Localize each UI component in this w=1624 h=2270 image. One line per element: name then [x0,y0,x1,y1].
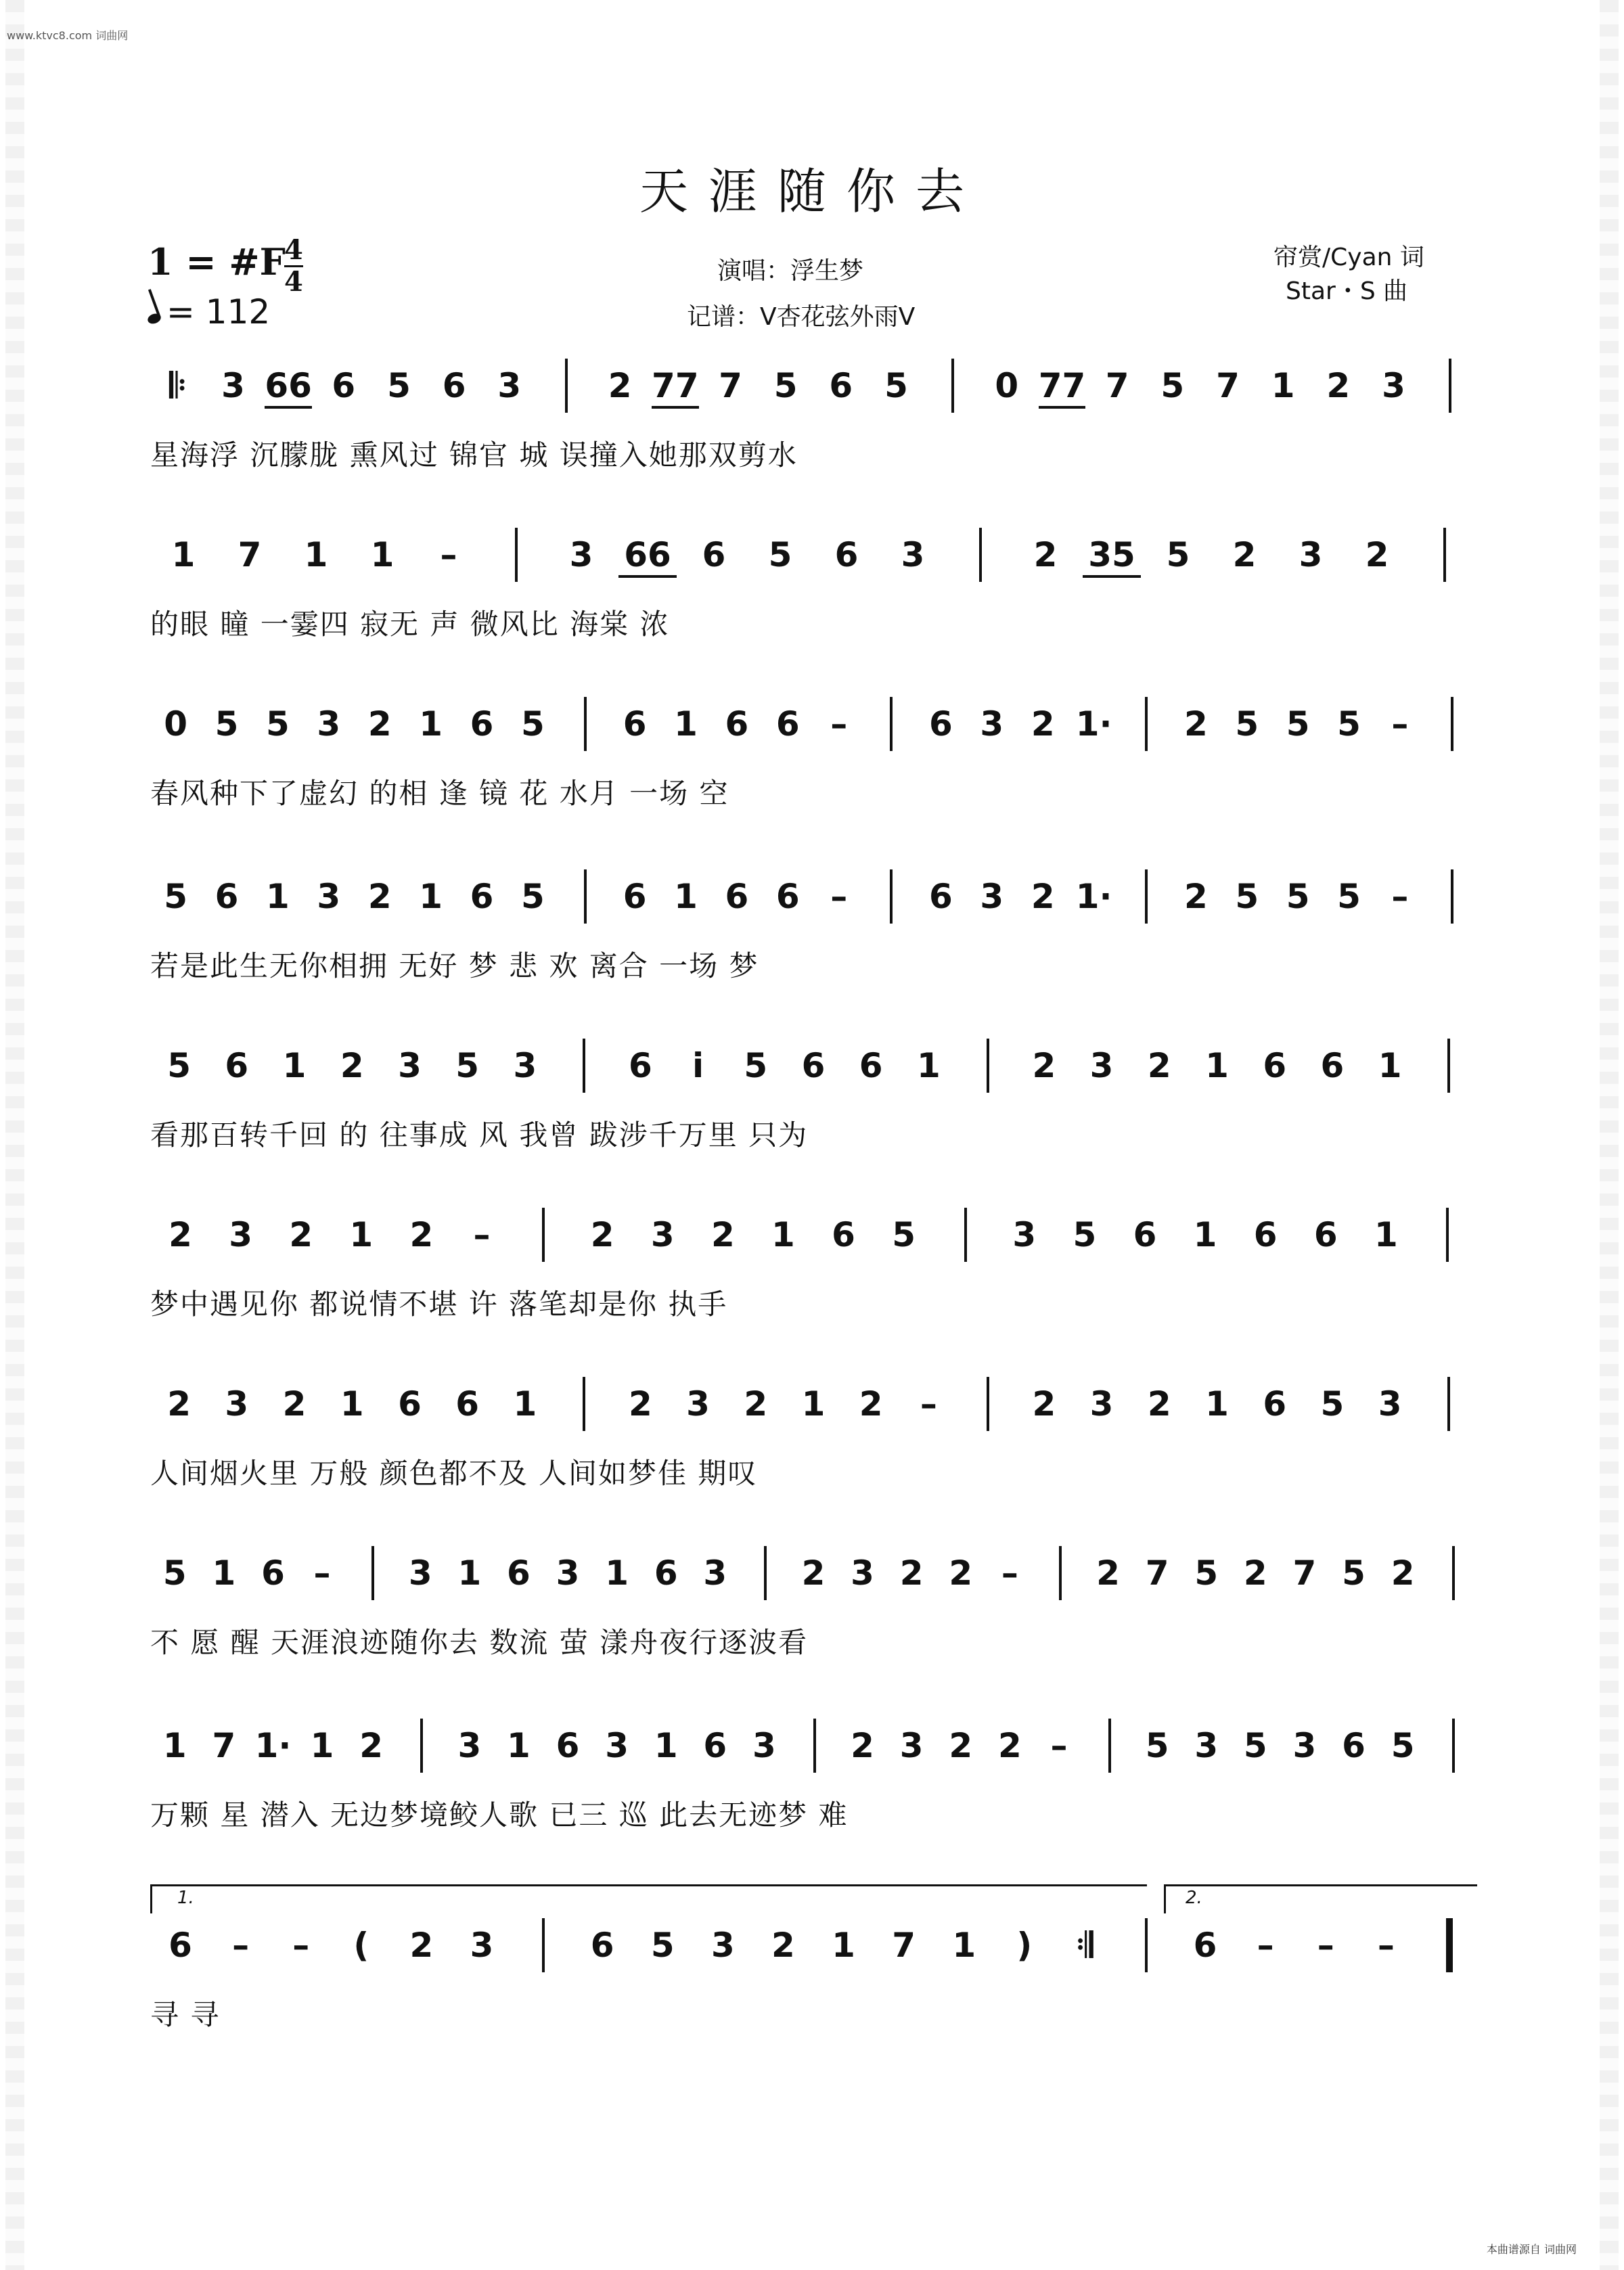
note-numeral: 5 [164,877,188,916]
note-numeral: 5 [884,366,908,405]
note-numeral: 2 [710,1215,735,1254]
score-line [150,1918,1476,2040]
note-numeral: 6 [168,1926,192,1965]
note-numeral: 5 [744,1046,768,1085]
note-numeral: 6 [725,704,749,744]
note-numeral: 6 [261,1553,285,1593]
note-numeral: 2 [1326,366,1351,405]
note-numeral: 3 [1292,1726,1317,1765]
bar-line [584,869,587,924]
note-numeral: 5 [1166,535,1190,574]
note-numeral: 2 [367,877,392,916]
note-numeral: 3 [1089,1384,1114,1424]
note-numeral: 5 [1160,366,1185,405]
left-border-strip [5,0,24,2270]
note-numeral: 77 [1038,366,1086,405]
lyrics-line: 寻 寻 [150,1998,221,2031]
note-numeral: 2 [1032,1384,1056,1424]
note-numeral: 3 [686,1384,710,1424]
note-numeral: 2 [859,1384,883,1424]
note-numeral: – [292,1926,310,1965]
note-numeral: 2 [1096,1553,1120,1593]
note-numeral: 7 [1292,1553,1317,1593]
note-numeral: 6 [859,1046,883,1085]
beam-underline [1083,575,1141,578]
note-numeral: 5 [1391,1726,1415,1765]
note-numeral: 66 [624,535,671,574]
note-numeral: 3 [408,1553,432,1593]
note-numeral: 3 [1299,535,1323,574]
beam-underline [265,406,312,409]
note-numeral: 3 [229,1215,253,1254]
bar-line [1443,528,1446,582]
note-numeral: 6 [801,1046,826,1085]
note-numeral: 5 [1145,1726,1169,1765]
note-numeral: 5 [1286,877,1310,916]
right-border-strip [1600,0,1619,2270]
note-numeral: 6 [215,877,239,916]
score-line [150,528,1476,650]
note-numeral: 6 [455,1384,480,1424]
lyrics-line: 万颗 星 潜入 无边梦境鲛人歌 已三 巡 此去无迹梦 难 [150,1798,849,1832]
note-numeral: 5 [1235,877,1259,916]
note-numeral: 3 [1012,1215,1037,1254]
bar-line [1451,869,1453,924]
note-numeral: 3 [317,704,341,744]
note-numeral: 5 [1286,704,1310,744]
note-numeral: 1 [304,535,328,574]
note-numeral: 2 [744,1384,768,1424]
note-numeral: 5 [768,535,792,574]
beam-underline [618,575,677,578]
note-numeral: 6 [1133,1215,1157,1254]
note-numeral: 7 [1105,366,1129,405]
note-numeral: 5 [773,366,798,405]
volta-bracket-2 [1164,1884,1477,1913]
bar-line [1145,697,1148,751]
lyrics-line: 春风种下了虚幻 的相 逢 镜 花 水月 一场 空 [150,777,729,810]
note-numeral: 1 [917,1046,941,1085]
note-numeral: 2 [367,704,392,744]
note-numeral: 2 [801,1553,826,1593]
note-numeral: 5 [167,1046,191,1085]
note-numeral: 2 [1243,1553,1267,1593]
volta-bracket-1 [150,1884,1147,1913]
note-numeral: 5 [892,1215,916,1254]
note-numeral: 1 [212,1553,236,1593]
note-numeral: 2 [997,1726,1022,1765]
note-numeral: – [1391,877,1409,916]
note-numeral: 1· [1075,704,1112,744]
transcriber-credit: 记谱：V杏花弦外雨V [687,303,916,331]
bar-line [951,359,954,413]
note-numeral: 6 [832,1215,855,1254]
bar-line [813,1719,816,1773]
note-numeral: 5 [1320,1384,1345,1424]
note-numeral: 2 [608,366,632,405]
note-numeral: 1 [340,1384,364,1424]
volta-number-1: 1. [177,1888,194,1908]
note-numeral: 1 [310,1726,334,1765]
note-numeral: 2 [949,1553,973,1593]
note-numeral: 6 [829,366,853,405]
note-numeral: 7 [719,366,742,405]
note-numeral: 5 [520,877,545,916]
note-numeral: 1 [282,1046,307,1085]
note-numeral: – [440,535,457,574]
tempo-marking [148,292,270,332]
bar-line [764,1546,767,1600]
note-numeral: 5 [387,366,411,405]
note-numeral: 2 [409,1926,434,1965]
beam-underline [1039,406,1086,409]
bar-line [987,1039,989,1093]
note-numeral: 3 [457,1726,482,1765]
note-numeral: 6 [398,1384,422,1424]
note-numeral: 6 [1263,1384,1287,1424]
note-numeral: 6 [1263,1046,1287,1085]
note-numeral: 2 [1183,877,1208,916]
note-numeral: 7 [212,1726,236,1765]
note-numeral: 7 [1145,1553,1169,1593]
note-numeral: 6 [703,1726,727,1765]
note-numeral: – [830,877,848,916]
note-numeral: 1 [952,1926,976,1965]
note-numeral: 3 [980,877,1004,916]
note-numeral: 6 [702,535,726,574]
note-numeral: 1 [419,704,443,744]
score-line [150,359,1476,480]
note-numeral: – [232,1926,250,1965]
note-numeral: 2 [1032,1046,1056,1085]
bar-line [371,1546,374,1600]
lyrics-line: 的眼 瞳 一霎四 寂无 声 微风比 海棠 浓 [150,608,670,641]
note-numeral: 2 [899,1553,924,1593]
note-numeral: 1 [171,535,196,574]
note-numeral: 66 [265,366,312,405]
note-numeral: 3 [710,1926,735,1965]
note-numeral: ) [1016,1926,1033,1965]
note-numeral: 6 [507,1553,531,1593]
note-numeral: 3 [899,1726,924,1765]
bar-line [1108,1719,1111,1773]
note-numeral: 1· [254,1726,292,1765]
note-numeral: 2 [289,1215,313,1254]
score-line [150,1546,1476,1668]
note-numeral: 5 [1337,704,1361,744]
note-numeral: – [830,704,848,744]
note-numeral: 6 [1253,1215,1278,1254]
note-numeral: 1 [162,1726,187,1765]
note-numeral: 2 [167,1384,191,1424]
bar-line [515,528,518,582]
site-url: www.ktvc8.com 词曲网 [7,29,129,42]
note-numeral: 2 [1031,704,1055,744]
note-numeral: – [1391,704,1409,744]
note-numeral: 1 [1374,1215,1398,1254]
bar-line [542,1208,545,1262]
note-numeral: 5 [1235,704,1259,744]
note-numeral: 6 [332,366,356,405]
bar-line [964,1208,967,1262]
note-numeral: 1 [832,1926,855,1965]
bar-line [890,697,893,751]
note-numeral: 3 [556,1553,580,1593]
note-numeral: 3 [1382,366,1405,405]
bar-line [1452,1546,1455,1600]
note-numeral: 1 [1205,1384,1229,1424]
note-numeral: 5 [1342,1553,1366,1593]
note-numeral: 𝄆 [169,366,186,405]
bar-line [1446,1208,1449,1262]
note-numeral: – [1257,1926,1274,1965]
note-numeral: 3 [605,1726,629,1765]
note-numeral: 1 [1205,1046,1229,1085]
lyrics-line: 看那百转千回 的 往事成 风 我曾 跋涉千万里 只为 [150,1118,809,1152]
note-numeral: 6 [623,704,647,744]
note-numeral: 2 [1147,1384,1171,1424]
note-numeral: 6 [623,877,647,916]
note-numeral: 7 [892,1926,916,1965]
note-numeral: i [692,1046,704,1085]
bar-line [420,1719,423,1773]
footer-source: 本曲谱源自 词曲网 [1486,2243,1577,2256]
note-numeral: 2 [1391,1553,1415,1593]
bar-line [1447,1039,1450,1093]
note-numeral: 5 [1337,877,1361,916]
note-numeral: 1 [266,877,290,916]
score-line [150,697,1476,819]
note-numeral: 2 [590,1215,614,1254]
note-numeral: 3 [470,1926,494,1965]
note-numeral: 2 [949,1726,973,1765]
note-numeral: 3 [901,535,925,574]
note-numeral: 6 [225,1046,249,1085]
note-numeral: 77 [652,366,699,405]
bar-line [1452,1719,1455,1773]
bar-line [1451,697,1453,751]
score-line [150,1377,1476,1499]
note-numeral: 6 [556,1726,580,1765]
note-numeral: 3 [851,1553,874,1593]
bar-line [890,869,893,924]
note-numeral: 3 [752,1726,776,1765]
composer-credit: Star・S 曲 [1286,277,1408,305]
bar-line [1446,1918,1453,1972]
note-numeral: 3 [703,1553,727,1593]
note-numeral: 6 [1342,1726,1366,1765]
note-numeral: 0 [164,704,188,744]
note-numeral: 2 [1232,535,1257,574]
meter-top: 4 [284,234,303,266]
key-signature: 1 = #F [148,240,286,283]
note-numeral: 3 [1194,1726,1219,1765]
note-numeral: – [1050,1726,1068,1765]
note-numeral: 2 [851,1726,874,1765]
note-numeral: 2 [1033,535,1058,574]
note-numeral: 1 [349,1215,374,1254]
note-numeral: 1 [801,1384,826,1424]
note-numeral: 6 [442,366,466,405]
note-numeral: 6 [929,877,953,916]
note-numeral: 7 [238,535,262,574]
note-numeral: 1 [419,877,443,916]
note-numeral: 3 [513,1046,537,1085]
score-line [150,869,1476,991]
note-numeral: 2 [359,1726,384,1765]
note-numeral: 5 [266,704,290,744]
singer-credit: 演唱：浮生梦 [717,257,864,285]
note-numeral: 3 [569,535,593,574]
beam-underline [652,406,699,409]
bar-line [1447,1377,1450,1431]
note-numeral: 1 [654,1726,678,1765]
note-numeral: 6 [1320,1046,1345,1085]
bar-line [979,528,982,582]
score-line [150,1719,1476,1840]
note-numeral: 2 [1183,704,1208,744]
note-numeral: 6 [628,1046,652,1085]
note-numeral: 5 [650,1926,675,1965]
lyrics-line: 星海浮 沉朦胧 熏风过 锦官 城 误撞入她那双剪水 [150,438,798,472]
note-numeral: 1 [370,535,394,574]
note-numeral: 6 [470,704,494,744]
note-numeral: 5 [520,704,545,744]
note-numeral: 3 [980,704,1004,744]
note-numeral: 2 [409,1215,434,1254]
note-numeral: 35 [1088,535,1135,574]
volta-number-2: 2. [1186,1888,1202,1908]
note-numeral: 1 [1271,366,1295,405]
note-numeral: 5 [455,1046,480,1085]
note-numeral: 2 [282,1384,307,1424]
note-numeral: 6 [1193,1926,1217,1965]
bar-line [584,697,587,751]
note-numeral: – [1377,1926,1395,1965]
note-numeral: 1 [605,1553,629,1593]
note-numeral: 5 [215,704,239,744]
note-numeral: 3 [221,366,245,405]
note-numeral: 6 [1313,1215,1338,1254]
note-numeral: 6 [725,877,749,916]
note-numeral: 6 [590,1926,614,1965]
bar-line [565,359,568,413]
note-numeral: 1 [1378,1046,1402,1085]
note-numeral: 6 [775,704,800,744]
note-numeral: 7 [1216,366,1240,405]
note-numeral: 2 [1031,877,1055,916]
note-numeral: 2 [628,1384,652,1424]
page-title: 天涯随你去 [639,163,985,220]
quarter-note-icon [146,312,162,325]
note-numeral: – [1317,1926,1334,1965]
bar-line [1059,1546,1062,1600]
note-numeral: 5 [1194,1553,1219,1593]
note-numeral: 3 [398,1046,422,1085]
note-numeral: – [473,1215,491,1254]
note-numeral: 1 [1193,1215,1217,1254]
note-numeral: ( [353,1926,369,1965]
note-numeral: 1 [771,1215,795,1254]
note-numeral: 2 [1365,535,1389,574]
lyrics-line: 梦中遇见你 都说情不堪 许 落笔却是你 执手 [150,1288,728,1321]
note-numeral: 0 [995,366,1019,405]
time-signature [284,235,303,297]
note-numeral: 6 [470,877,494,916]
lyrics-line: 若是此生无你相拥 无好 梦 悲 欢 离合 一场 梦 [150,949,759,982]
meter-bottom: 4 [284,266,303,298]
score-line [150,1039,1476,1160]
bar-line [542,1918,545,1972]
note-numeral: 3 [1089,1046,1114,1085]
note-numeral: 3 [225,1384,249,1424]
note-numeral: 2 [771,1926,795,1965]
note-numeral: 5 [1243,1726,1267,1765]
note-numeral: 1 [513,1384,537,1424]
note-numeral: 6 [654,1553,678,1593]
note-numeral: 1 [674,704,698,744]
lyrics-line: 不 愿 醒 天涯浪迹随你去 数流 萤 漾舟夜行逐波看 [150,1626,809,1659]
note-numeral: 2 [168,1215,192,1254]
note-numeral: – [1001,1553,1018,1593]
note-numeral: 3 [650,1215,675,1254]
note-numeral: 1 [507,1726,531,1765]
note-numeral: 1 [674,877,698,916]
note-numeral: 3 [1378,1384,1402,1424]
note-numeral: 2 [1147,1046,1171,1085]
note-numeral: 3 [317,877,341,916]
bar-line [1145,1918,1148,1972]
note-numeral: 5 [1073,1215,1097,1254]
score-line [150,1208,1476,1330]
bar-line [583,1377,585,1431]
bar-line [987,1377,989,1431]
note-numeral: 3 [497,366,522,405]
note-numeral: 6 [929,704,953,744]
bar-line [583,1039,585,1093]
note-numeral: 2 [340,1046,364,1085]
lyricist-credit: 帘赏/Cyan 词 [1273,244,1424,271]
note-numeral: 6 [775,877,800,916]
bar-line [1449,359,1451,413]
note-numeral: 1· [1075,877,1112,916]
note-numeral: – [920,1384,937,1424]
note-numeral: 5 [162,1553,187,1593]
tempo-value: = 112 [166,292,271,332]
note-numeral: 1 [457,1553,482,1593]
bar-line [1145,869,1148,924]
note-numeral: 6 [834,535,859,574]
lyrics-line: 人间烟火里 万般 颜色都不及 人间如梦佳 期叹 [150,1457,758,1490]
note-numeral: – [313,1553,331,1593]
note-numeral: 𝄇 [1076,1926,1093,1965]
